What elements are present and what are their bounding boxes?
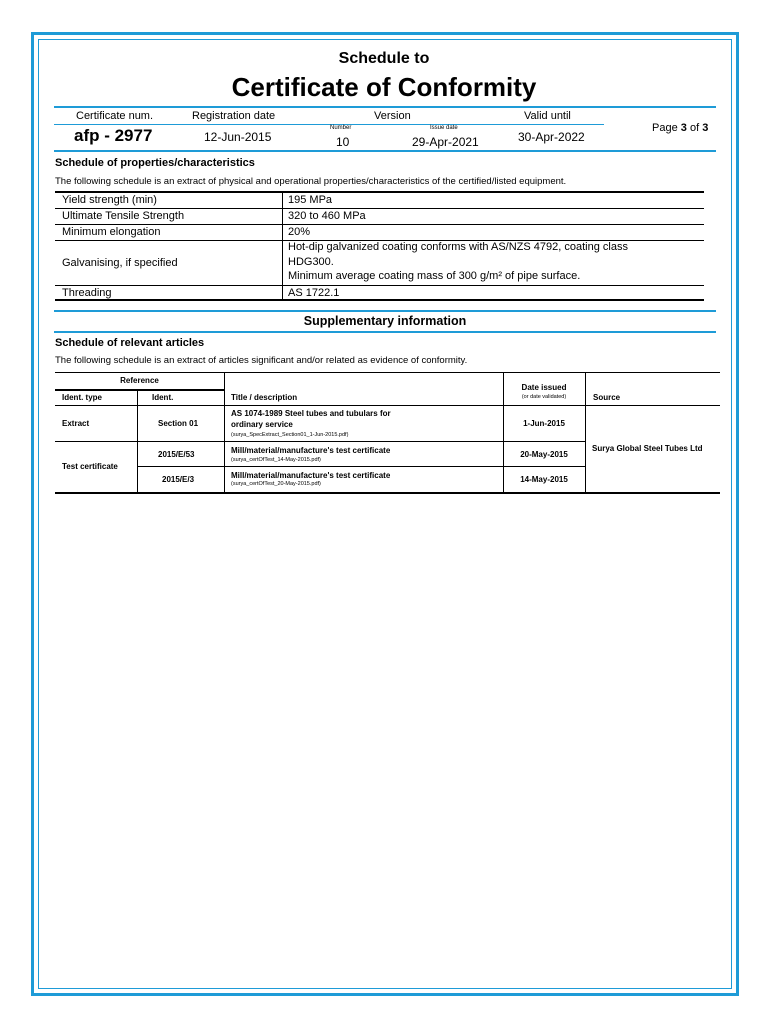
articles-table-top [55, 372, 720, 373]
property-name: Threading [62, 287, 112, 299]
issue-date: 29-Apr-2021 [412, 135, 479, 149]
certificate-number: afp - 2977 [74, 126, 153, 145]
article-file: (surya_SpecExtract_Section01_1-Jun-2015.pdf) [231, 432, 349, 438]
reference-underline [55, 389, 224, 391]
table-row-divider [55, 208, 704, 209]
issue-date-label: Issue date [430, 125, 458, 131]
page-indicator [652, 122, 708, 134]
property-name: Galvanising, if specified [62, 257, 178, 269]
articles-heading: Schedule of relevant articles [55, 337, 205, 349]
article-date: 14-May-2015 [520, 475, 568, 484]
supplementary-bottom-rule [54, 331, 716, 333]
certificate-num-label: Certificate num. [76, 110, 154, 122]
registration-date-label: Registration date [192, 110, 276, 122]
article-date: 1-Jun-2015 [523, 419, 565, 428]
article-title: Mill/material/manufacture's test certificate [231, 446, 391, 455]
article-file: (surya_certOfTest_14-May-2015.pdf) [231, 457, 321, 463]
ident-header: Ident. [152, 393, 174, 402]
articles-col-divider [585, 372, 586, 493]
property-name: Ultimate Tensile Strength [62, 210, 185, 222]
article-ident: 2015/E/53 [158, 450, 195, 459]
page-prefix: Page [652, 122, 678, 134]
supplementary-top-rule [54, 310, 716, 312]
number-label: Number [330, 125, 352, 131]
properties-table-top [55, 191, 704, 193]
version-number: 10 [336, 135, 350, 149]
article-title: ordinary service [231, 420, 293, 429]
articles-col-divider [224, 372, 225, 493]
properties-heading: Schedule of properties/characteristics [55, 157, 255, 169]
valid-until-date: 30-Apr-2022 [518, 130, 585, 144]
date-note-header: (or date validated) [521, 394, 567, 400]
property-value: Minimum average coating mass of 300 g/m² of pipe surface. [288, 270, 581, 282]
registration-date: 12-Jun-2015 [204, 130, 272, 144]
table-row-divider [55, 285, 704, 286]
page-of: of [689, 122, 700, 134]
property-value: 195 MPa [288, 194, 333, 206]
article-file: (surya_certOfTest_20-May-2015.pdf) [231, 481, 321, 487]
info-mid-rule [54, 124, 604, 125]
property-name: Yield strength (min) [62, 194, 157, 206]
table-row-divider [55, 224, 704, 225]
info-bottom-rule [54, 150, 716, 152]
article-date: 20-May-2015 [520, 450, 568, 459]
articles-header-bottom [55, 405, 720, 406]
date-issued-header: Date issued [521, 383, 567, 392]
source-header: Source [593, 393, 621, 402]
table-row-divider [55, 441, 585, 442]
property-value: Hot-dip galvanized coating conforms with AS/NZS 4792, coating class [288, 241, 628, 253]
properties-table-bottom [55, 299, 704, 301]
properties-intro: The following schedule is an extract of physical and operational properties/characteristics of the certified/listed equipment. [55, 176, 567, 187]
property-value: HDG300. [288, 256, 334, 268]
page-total: 3 [702, 122, 709, 134]
page-current: 3 [680, 122, 687, 134]
property-value: AS 1722.1 [288, 287, 340, 299]
article-type: Extract [62, 419, 90, 428]
info-top-rule [54, 106, 716, 108]
article-type: Test certificate [62, 462, 118, 471]
table-row-divider [137, 466, 585, 467]
articles-table-bottom [55, 492, 720, 494]
article-title: AS 1074-1989 Steel tubes and tubulars for [231, 409, 391, 418]
valid-until-label: Valid until [524, 110, 571, 122]
property-value: 320 to 460 MPa [288, 210, 366, 222]
title-header: Title / description [231, 393, 298, 402]
articles-intro: The following schedule is an extract of articles significant and/or related as evidence of conformity. [55, 355, 468, 366]
article-ident: Section 01 [158, 419, 199, 428]
document-title: Certificate of Conformity [231, 72, 537, 102]
property-name: Minimum elongation [62, 226, 161, 238]
ident-type-header: Ident. type [62, 393, 103, 402]
property-value: 20% [288, 226, 311, 238]
article-source: Surya Global Steel Tubes Ltd [592, 444, 703, 453]
reference-header: Reference [120, 376, 159, 385]
article-title: Mill/material/manufacture's test certificate [231, 471, 391, 480]
supplementary-heading: Supplementary information [303, 314, 467, 328]
document-subtitle: Schedule to [338, 50, 430, 67]
version-label: Version [374, 110, 411, 122]
article-ident: 2015/E/3 [162, 475, 195, 484]
